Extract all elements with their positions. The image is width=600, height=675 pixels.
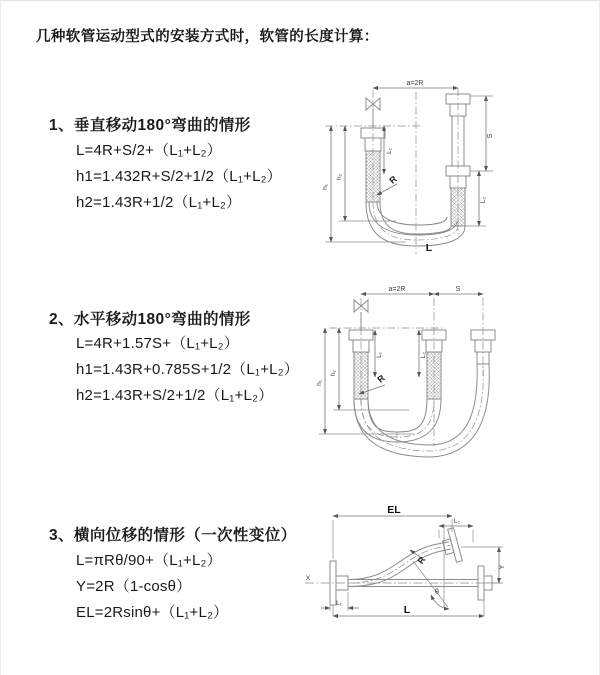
dim-label-l2: L₂ <box>420 351 427 359</box>
section-3-formula-l: L=πRθ/90+（L₁+L₂） <box>76 552 222 569</box>
dim-label-l: L <box>425 242 433 254</box>
diagram-3-drawing <box>305 516 503 616</box>
section-1-formula-l: L=4R+S/2+（L₁+L₂） <box>76 142 222 159</box>
dim-label-l1: L₁ <box>376 352 383 358</box>
dim-label-l: L <box>403 604 411 616</box>
section-1-formula-h1: h1=1.432R+S/2+1/2（L₁+L₂） <box>76 168 282 185</box>
dim-label-l1: L₁ <box>386 148 393 154</box>
valve-icon <box>366 98 380 128</box>
diagram-vertical-180-bend <box>311 74 600 256</box>
diagram-horizontal-180-bend <box>309 284 600 469</box>
section-2-formula-h2: h2=1.43R+S/2+1/2（L₁+L₂） <box>76 387 274 404</box>
dim-label-a2r: a=2R <box>388 286 406 293</box>
section-2-formula-l: L=4R+1.57S+（L₁+L₂） <box>76 335 239 352</box>
section-3-formula-el: EL=2Rsinθ+（L₁+L₂） <box>76 604 229 621</box>
dim-label-s: S <box>455 286 461 293</box>
dim-label-x-axis: X <box>305 575 311 582</box>
dim-label-r: R <box>387 173 399 186</box>
dim-label-el: EL <box>387 504 401 516</box>
dim-label-theta: θ <box>435 589 439 596</box>
diagram-2-drawing <box>319 294 495 457</box>
dim-label-l1: L₁ <box>336 600 342 607</box>
dim-label-r: R <box>375 372 387 385</box>
section-2-heading: 2、水平移动180°弯曲的情形 <box>49 311 251 328</box>
section-3-formula-y: Y=2R（1-cosθ） <box>76 578 192 595</box>
dim-label-r: R <box>415 554 428 566</box>
dim-label-a2r: a=2R <box>406 80 424 87</box>
section-1-heading: 1、垂直移动180°弯曲的情形 <box>49 117 251 134</box>
page-title: 几种软管运动型式的安装方式时，软管的长度计算： <box>36 29 379 45</box>
dim-label-h2: h₂ <box>336 173 343 181</box>
diagram-1-drawing <box>325 88 493 254</box>
dim-label-l2: L₂ <box>453 518 461 525</box>
diagram-lateral-displacement <box>299 504 600 649</box>
dim-label-h1: h₁ <box>316 380 323 386</box>
dim-label-s: S <box>487 133 494 139</box>
dim-label-h1: h₁ <box>322 184 329 190</box>
section-1-formula-h2: h2=1.43R+1/2（L₁+L₂） <box>76 194 242 211</box>
dim-label-h2: h₂ <box>330 369 337 377</box>
dim-label-l2: L₂ <box>480 196 487 204</box>
dim-label-y: Y <box>499 564 506 570</box>
section-3-heading: 3、横向位移的情形（一次性变位） <box>49 527 297 544</box>
section-2-formula-h1: h1=1.43R+0.785S+1/2（L₁+L₂） <box>76 361 299 378</box>
